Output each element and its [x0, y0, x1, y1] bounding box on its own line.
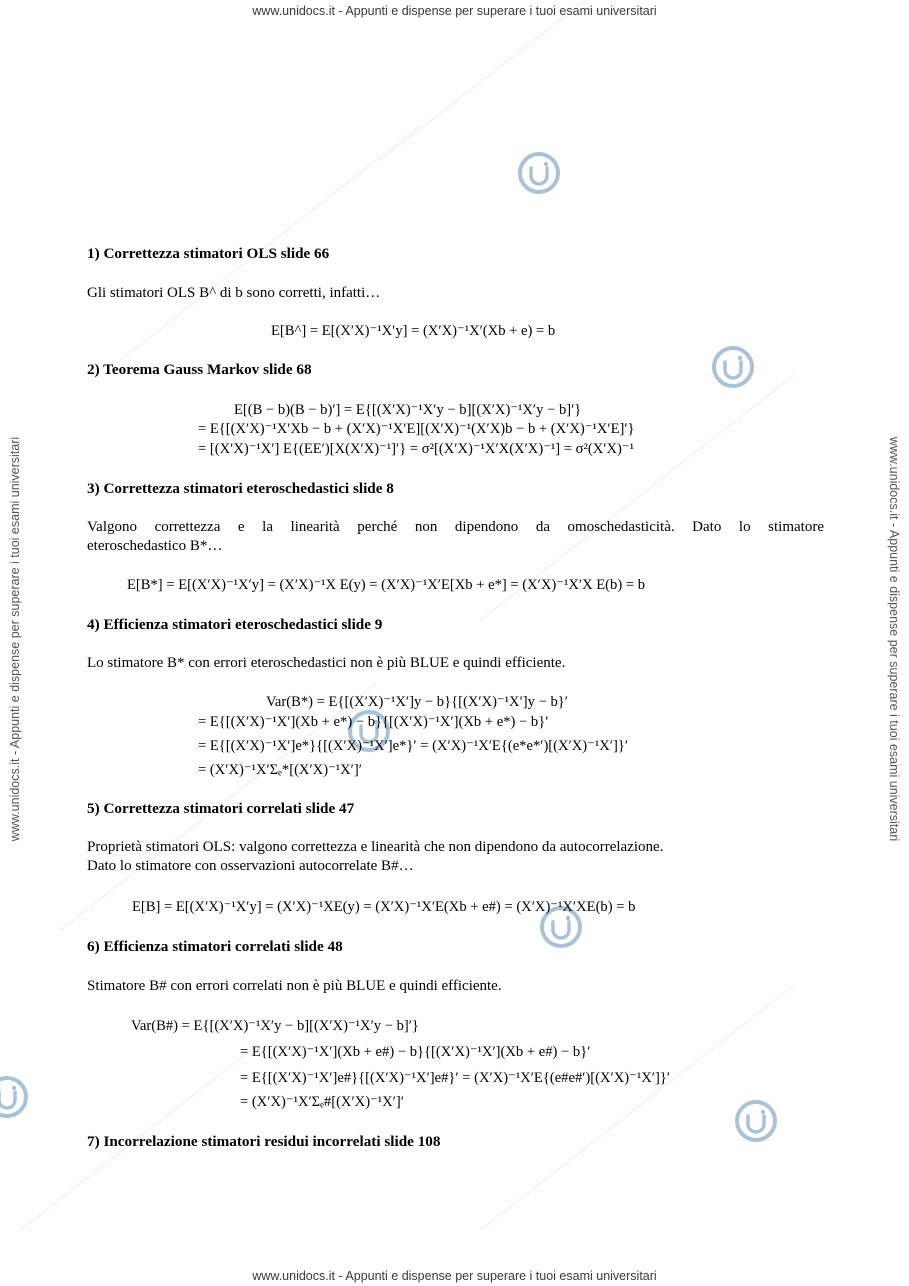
paragraph: Gli stimatori OLS B^ di b sono corretti, infatti…: [87, 285, 381, 301]
equation: E[B*] = E[(X′X)⁻¹X′y] = (X′X)⁻¹X E(y) = (X′X)⁻¹X′E[Xb + e*] = (X′X)⁻¹X′X E(b) = b: [127, 577, 646, 593]
equation: Var(B*) = E{[(X′X)⁻¹X′]y − b}{[(X′X)⁻¹X′]y − b}′: [266, 694, 568, 710]
section-heading: 1) Correttezza stimatori OLS slide 66: [87, 245, 330, 262]
equation: E[(B − b)(B − b)′] = E{[(X′X)⁻¹X′y − b][(X′X)⁻¹X′y − b]′}: [234, 402, 582, 418]
section-heading: 5) Correttezza stimatori correlati slide 47: [87, 800, 355, 817]
unidocs-logo-icon: [0, 1074, 30, 1120]
equation: E[B^] = E[(X′X)⁻¹X′y] = (X′X)⁻¹X′(Xb + e) = b: [271, 323, 556, 339]
watermark-top: www.unidocs.it - Appunti e dispense per superare i tuoi esami universitari: [252, 4, 657, 18]
equation: = E{[(X′X)⁻¹X′](Xb + e#) − b}{[(X′X)⁻¹X′](Xb + e#) − b}′: [240, 1044, 591, 1060]
section-heading: 3) Correttezza stimatori eteroschedastici slide 8: [87, 480, 394, 497]
equation: = E{[(X′X)⁻¹X′](Xb + e*) − b}{[(X′X)⁻¹X′](Xb + e*) − b}′: [198, 714, 549, 730]
section-heading: 7) Incorrelazione stimatori residui incorrelati slide 108: [87, 1133, 441, 1150]
section-heading: 6) Efficienza stimatori correlati slide 48: [87, 938, 343, 955]
equation: = (X′X)⁻¹X′Σₑ#[(X′X)⁻¹X′]′: [240, 1094, 404, 1110]
watermark-left: www.unidocs.it - Appunti e dispense per superare i tuoi esami universitari: [8, 436, 22, 842]
equation: = E{[(X′X)⁻¹X′]e*}{[(X′X)⁻¹X′]e*}′ = (X′X)⁻¹X′E{(e*e*′)[(X′X)⁻¹X′]}′: [198, 738, 629, 754]
paragraph: Dato lo stimatore con osservazioni autocorrelate B#…: [87, 858, 414, 874]
paragraph: Lo stimatore B* con errori eteroschedastici non è più BLUE e quindi efficiente.: [87, 655, 566, 671]
paragraph: Stimatore B# con errori correlati non è più BLUE e quindi efficiente.: [87, 978, 502, 994]
paragraph: eteroschedastico B*…: [87, 538, 223, 554]
unidocs-logo-icon: [733, 1098, 779, 1144]
section-heading: 2) Teorema Gauss Markov slide 68: [87, 361, 312, 378]
unidocs-logo-icon: [516, 150, 562, 196]
equation: = (X′X)⁻¹X′Σₑ*[(X′X)⁻¹X′]′: [198, 762, 362, 778]
equation: Var(B#) = E{[(X′X)⁻¹X′y − b][(X′X)⁻¹X′y − b]′}: [131, 1018, 419, 1034]
paragraph: Proprietà stimatori OLS: valgono correttezza e linearità che non dipendono da autocorrelazione.: [87, 839, 664, 855]
equation: E[B] = E[(X′X)⁻¹X′y] = (X′X)⁻¹XE(y) = (X′X)⁻¹X′E(Xb + e#) = (X′X)⁻¹X′XE(b) = b: [132, 899, 636, 915]
unidocs-logo-icon: [710, 344, 756, 390]
paragraph: Valgono correttezza e la linearità perché non dipendono da omoschedasticità. Dato lo stimatore: [87, 519, 824, 535]
equation: = [(X′X)⁻¹X′] E{(EE′)[X(X′X)⁻¹]′} = σ²[(X′X)⁻¹X′X(X′X)⁻¹] = σ²(X′X)⁻¹: [198, 441, 634, 457]
equation: = E{[(X′X)⁻¹X′Xb − b + (X′X)⁻¹X′E][(X′X)⁻¹(X′X)b − b + (X′X)⁻¹X′E]′}: [198, 421, 635, 437]
section-heading: 4) Efficienza stimatori eteroschedastici slide 9: [87, 616, 383, 633]
watermark-bottom: www.unidocs.it - Appunti e dispense per superare i tuoi esami universitari: [252, 1269, 657, 1283]
equation: = E{[(X′X)⁻¹X′]e#}{[(X′X)⁻¹X′]e#}′ = (X′X)⁻¹X′E{(e#e#′)[(X′X)⁻¹X′]}′: [240, 1070, 671, 1086]
watermark-right: www.unidocs.it - Appunti e dispense per superare i tuoi esami universitari: [887, 436, 901, 842]
watermark-line: [380, 0, 680, 161]
